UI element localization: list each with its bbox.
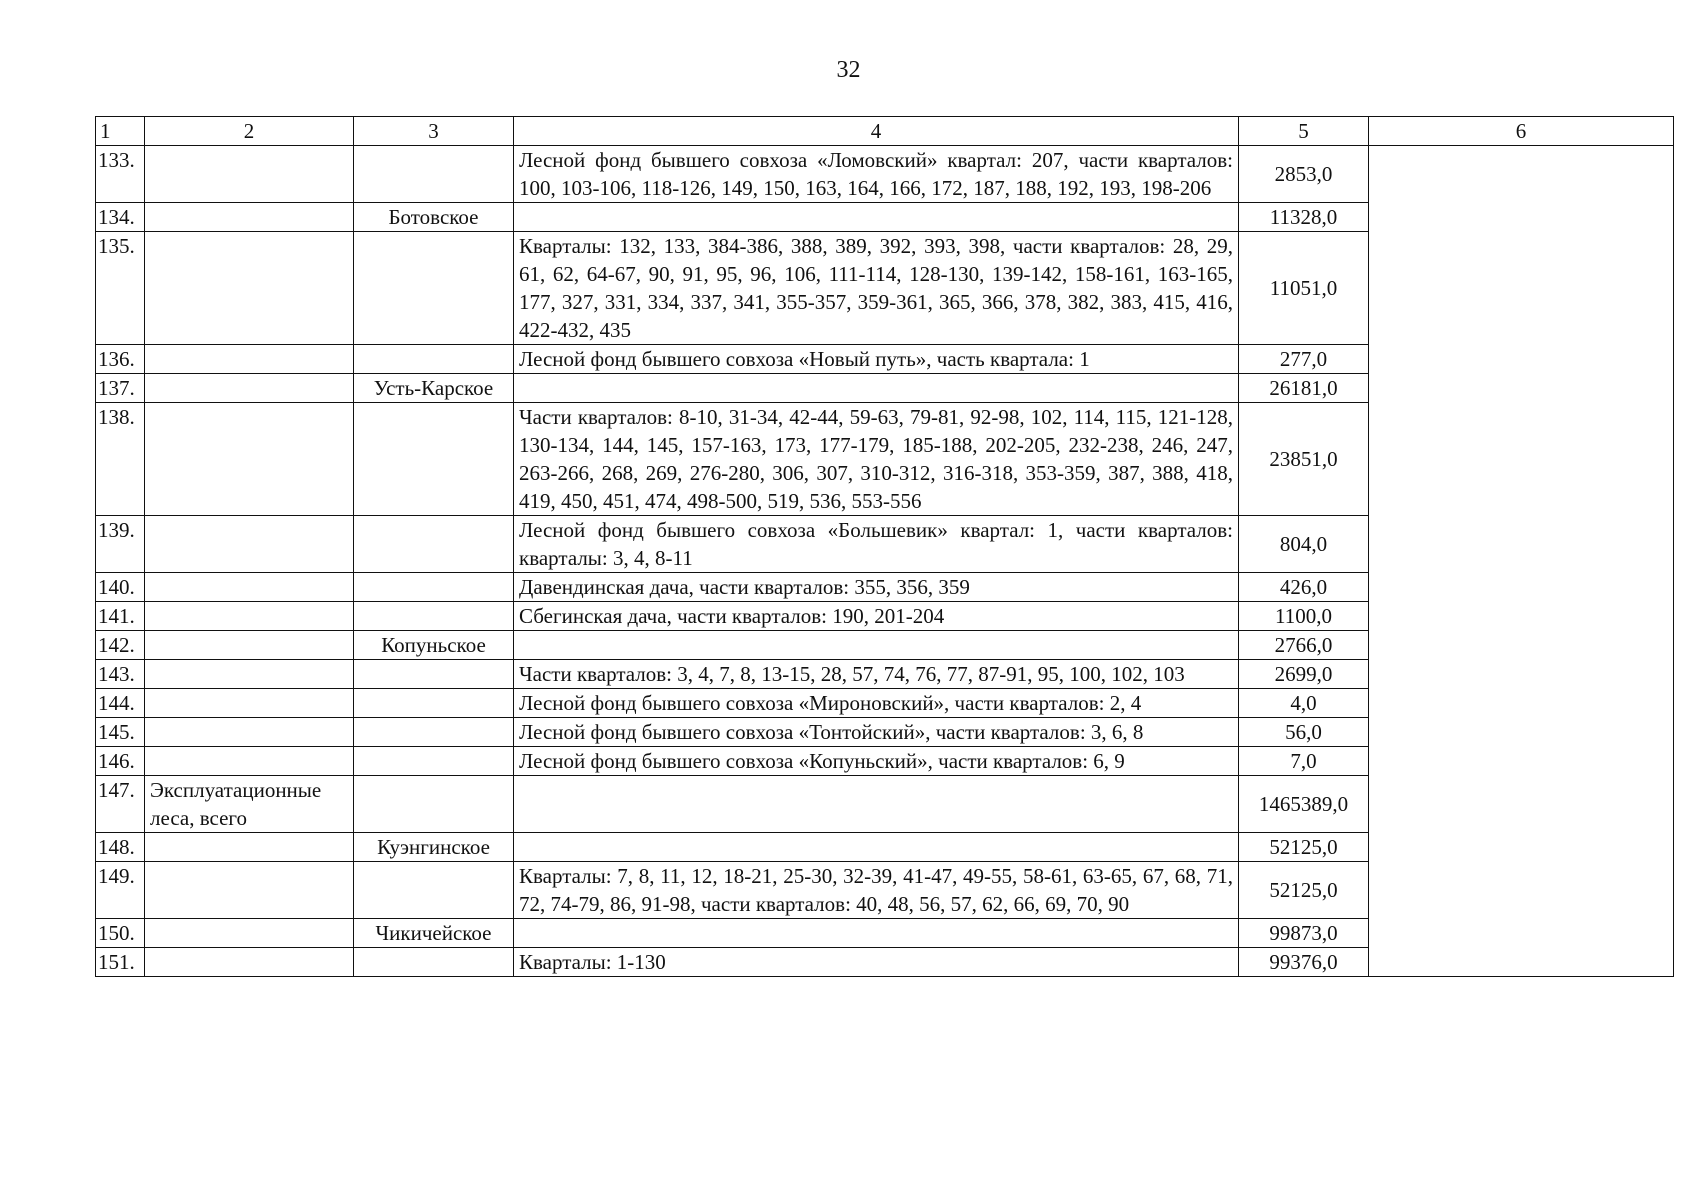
column-header: 5	[1239, 117, 1369, 146]
category-cell	[145, 833, 354, 862]
district-cell	[354, 776, 514, 833]
row-number-cell: 135.	[96, 232, 145, 345]
row-number-cell: 142.	[96, 631, 145, 660]
row-number-cell: 140.	[96, 573, 145, 602]
district-cell	[354, 747, 514, 776]
district-cell	[354, 146, 514, 203]
row-number-cell: 134.	[96, 203, 145, 232]
district-cell	[354, 660, 514, 689]
description-cell: Давендинская дача, части кварталов: 355, 356, 359	[514, 573, 1239, 602]
row-number-cell: 147.	[96, 776, 145, 833]
description-cell: Лесной фонд бывшего совхоза «Копуньский», части кварталов: 6, 9	[514, 747, 1239, 776]
row-number-cell: 146.	[96, 747, 145, 776]
description-cell: Кварталы: 7, 8, 11, 12, 18-21, 25-30, 32-39, 41-47, 49-55, 58-61, 63-65, 67, 68, 71, 72, 74-79, 86, 91-98, части кварталов: 40, 48, 56, 57, 62, 66, 69, 70, 90	[514, 862, 1239, 919]
category-cell	[145, 862, 354, 919]
description-cell: Лесной фонд бывшего совхоза «Ломовский» квартал: 207, части кварталов: 100, 103-106, 118-126, 149, 150, 163, 164, 166, 172, 187, 188, 192, 193, 198-206	[514, 146, 1239, 203]
category-cell	[145, 573, 354, 602]
column-header: 2	[145, 117, 354, 146]
row-number-cell: 137.	[96, 374, 145, 403]
area-cell: 26181,0	[1239, 374, 1369, 403]
description-cell: Кварталы: 1-130	[514, 948, 1239, 977]
district-cell	[354, 718, 514, 747]
district-cell	[354, 516, 514, 573]
category-cell	[145, 232, 354, 345]
area-cell: 804,0	[1239, 516, 1369, 573]
table-row	[96, 146, 1674, 203]
district-cell	[354, 403, 514, 516]
area-cell: 52125,0	[1239, 833, 1369, 862]
district-cell: Куэнгинское	[354, 833, 514, 862]
category-cell	[145, 631, 354, 660]
row-number-cell: 143.	[96, 660, 145, 689]
category-cell	[145, 374, 354, 403]
description-cell: Части кварталов: 3, 4, 7, 8, 13-15, 28, 57, 74, 76, 77, 87-91, 95, 100, 102, 103	[514, 660, 1239, 689]
row-number-cell: 138.	[96, 403, 145, 516]
description-cell: Лесной фонд бывшего совхоза «Тонтойский», части кварталов: 3, 6, 8	[514, 718, 1239, 747]
area-cell: 23851,0	[1239, 403, 1369, 516]
table-header-row	[96, 117, 1674, 146]
description-cell	[514, 374, 1239, 403]
district-cell: Ботовское	[354, 203, 514, 232]
column-header: 1	[96, 117, 145, 146]
row-number-cell: 151.	[96, 948, 145, 977]
description-cell: Лесной фонд бывшего совхоза «Новый путь», часть квартала: 1	[514, 345, 1239, 374]
row-number-cell: 148.	[96, 833, 145, 862]
page-number: 32	[836, 57, 861, 83]
column6-note-cell	[1369, 146, 1674, 977]
description-cell	[514, 833, 1239, 862]
description-cell: Лесной фонд бывшего совхоза «Мироновский», части кварталов: 2, 4	[514, 689, 1239, 718]
area-cell: 2853,0	[1239, 146, 1369, 203]
row-number-cell: 150.	[96, 919, 145, 948]
forest-quarters-table	[95, 116, 1674, 977]
area-cell: 11328,0	[1239, 203, 1369, 232]
area-cell: 7,0	[1239, 747, 1369, 776]
category-cell	[145, 747, 354, 776]
area-cell: 52125,0	[1239, 862, 1369, 919]
area-cell: 277,0	[1239, 345, 1369, 374]
category-cell	[145, 689, 354, 718]
column-header: 6	[1369, 117, 1674, 146]
category-cell	[145, 660, 354, 689]
table-body	[96, 146, 1674, 977]
category-cell: Эксплуатационные леса, всего	[145, 776, 354, 833]
district-cell	[354, 602, 514, 631]
area-cell: 1465389,0	[1239, 776, 1369, 833]
category-cell	[145, 516, 354, 573]
category-cell	[145, 203, 354, 232]
area-cell: 426,0	[1239, 573, 1369, 602]
category-cell	[145, 718, 354, 747]
area-cell: 99376,0	[1239, 948, 1369, 977]
district-cell: Копуньское	[354, 631, 514, 660]
description-cell: Лесной фонд бывшего совхоза «Большевик» квартал: 1, части кварталов: кварталы: 3, 4, 8-11	[514, 516, 1239, 573]
row-number-cell: 144.	[96, 689, 145, 718]
description-cell: Кварталы: 132, 133, 384-386, 388, 389, 392, 393, 398, части кварталов: 28, 29, 61, 62, 64-67, 90, 91, 95, 96, 106, 111-114, 128-130, 139-142, 158-161, 163-165, 177, 327, 331, 334, 337, 341, 355-357, 359-361, 365, 366, 378, 382, 383, 415, 416, 422-432, 435	[514, 232, 1239, 345]
district-cell	[354, 232, 514, 345]
description-cell	[514, 919, 1239, 948]
area-cell: 1100,0	[1239, 602, 1369, 631]
category-cell	[145, 403, 354, 516]
area-cell: 2699,0	[1239, 660, 1369, 689]
row-number-cell: 141.	[96, 602, 145, 631]
description-cell	[514, 631, 1239, 660]
description-cell: Части кварталов: 8-10, 31-34, 42-44, 59-63, 79-81, 92-98, 102, 114, 115, 121-128, 130-134, 144, 145, 157-163, 173, 177-179, 185-188, 202-205, 232-238, 246, 247, 263-266, 268, 269, 276-280, 306, 307, 310-312, 316-318, 353-359, 387, 388, 418, 419, 450, 451, 474, 498-500, 519, 536, 553-556	[514, 403, 1239, 516]
category-cell	[145, 602, 354, 631]
area-cell: 99873,0	[1239, 919, 1369, 948]
row-number-cell: 136.	[96, 345, 145, 374]
district-cell: Усть-Карское	[354, 374, 514, 403]
area-cell: 2766,0	[1239, 631, 1369, 660]
area-cell: 4,0	[1239, 689, 1369, 718]
row-number-cell: 139.	[96, 516, 145, 573]
description-cell	[514, 776, 1239, 833]
district-cell	[354, 948, 514, 977]
column-header: 4	[514, 117, 1239, 146]
district-cell	[354, 862, 514, 919]
row-number-cell: 145.	[96, 718, 145, 747]
area-cell: 56,0	[1239, 718, 1369, 747]
category-cell	[145, 345, 354, 374]
column-header: 3	[354, 117, 514, 146]
district-cell	[354, 689, 514, 718]
description-cell	[514, 203, 1239, 232]
district-cell	[354, 573, 514, 602]
row-number-cell: 149.	[96, 862, 145, 919]
description-cell: Сбегинская дача, части кварталов: 190, 201-204	[514, 602, 1239, 631]
category-cell	[145, 146, 354, 203]
category-cell	[145, 919, 354, 948]
area-cell: 11051,0	[1239, 232, 1369, 345]
district-cell	[354, 345, 514, 374]
row-number-cell: 133.	[96, 146, 145, 203]
district-cell: Чикичейское	[354, 919, 514, 948]
category-cell	[145, 948, 354, 977]
